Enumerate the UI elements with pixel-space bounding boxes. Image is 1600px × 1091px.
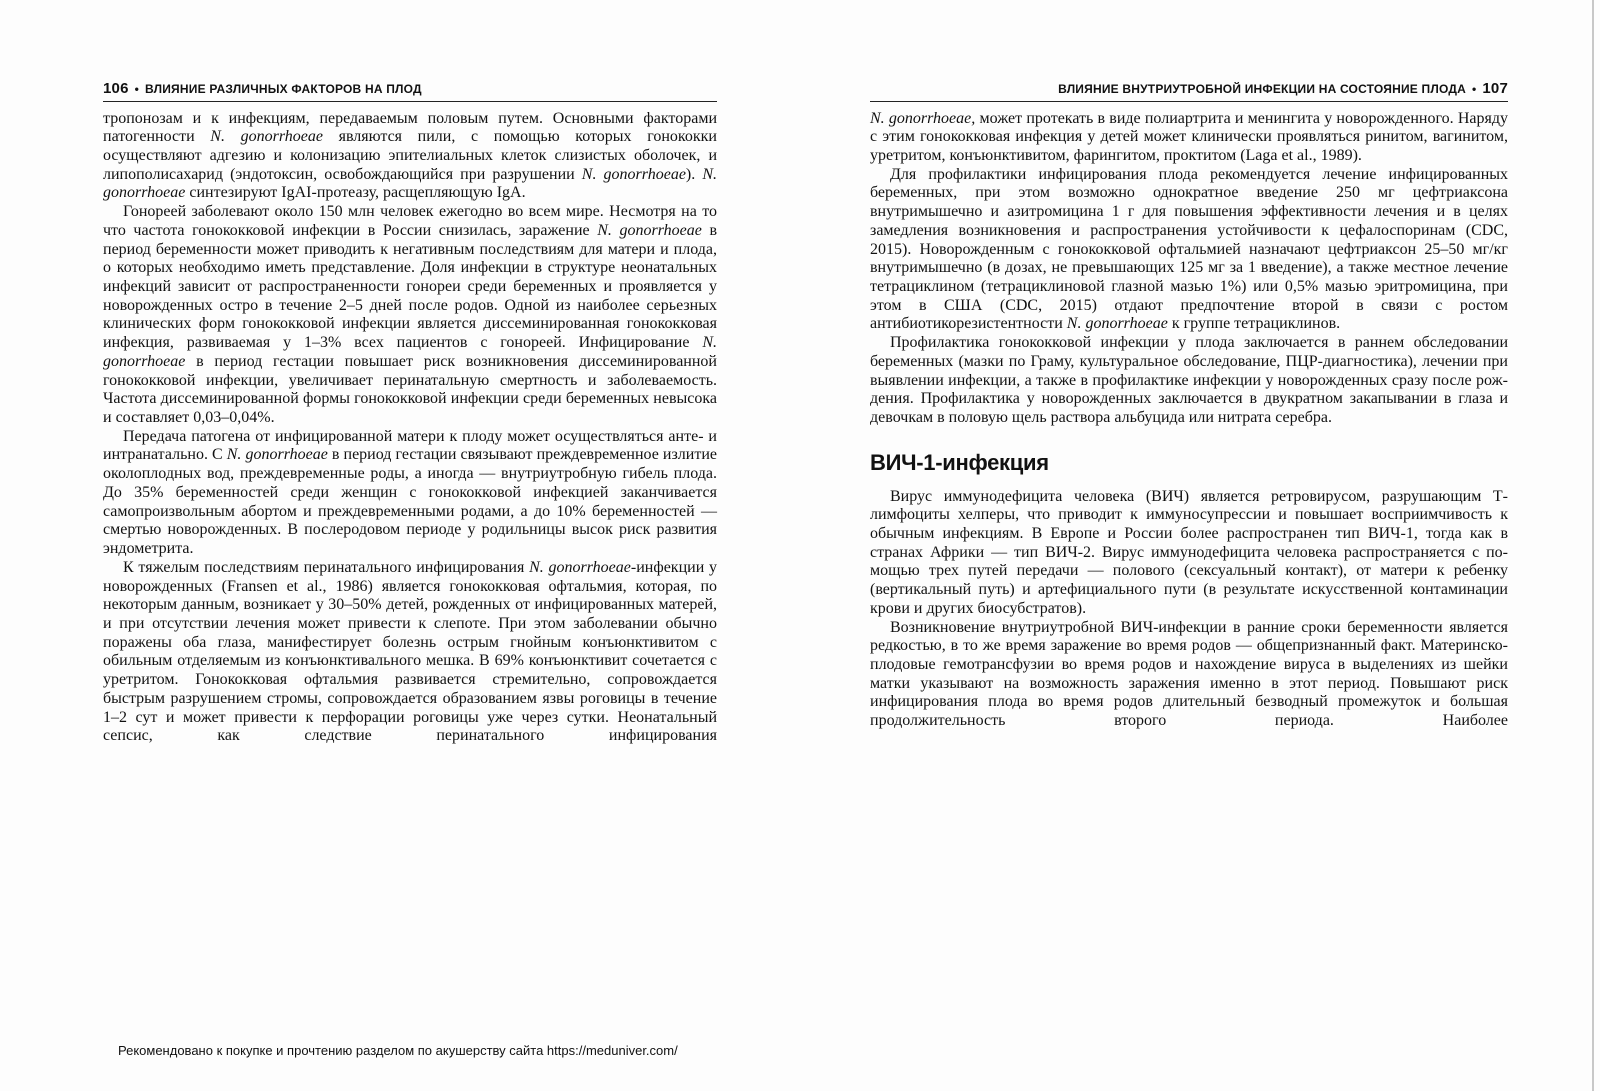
italic-text: N. gonorrhoeae bbox=[103, 334, 717, 370]
text-run: синтезируют IgAI-протеазу, расщепляющую IgA. bbox=[185, 184, 526, 202]
paragraph-right-2 bbox=[870, 166, 1508, 334]
text-run: Гонореей заболевают около 150 млн человек ежегодно во всем мире. Несмотря на то что частота гонококковой инфекции в России снизилась, заражение bbox=[103, 203, 717, 239]
running-head-right bbox=[870, 80, 1508, 102]
paragraph-left-1 bbox=[103, 110, 717, 204]
paragraph-left-3 bbox=[103, 428, 717, 559]
running-head-left bbox=[103, 80, 717, 102]
text-run: в период гестации повышает риск возникновения диссеминированной гонококковой инфекции, увеличивает перинатальную смертность и заболеваемость. Частота диссеминированной формы гонококковой инфекции среди беременных невысока и составляет 0,03–0,04%. bbox=[103, 352, 717, 427]
page-number: 106 bbox=[103, 80, 129, 97]
italic-text: N. gonorrhoeae bbox=[597, 221, 702, 239]
text-run: ). bbox=[685, 165, 703, 183]
section-heading: ВИЧ-1-инфекция bbox=[870, 449, 1049, 475]
bullet-separator: • bbox=[1471, 82, 1477, 96]
text-run: К тяжелым последствиям перинатального инфицирования bbox=[123, 558, 530, 576]
italic-text: N. gonorrhoeae bbox=[103, 165, 718, 202]
text-run: к группе тетрациклинов. bbox=[1167, 315, 1341, 333]
page-number: 107 bbox=[1482, 80, 1508, 97]
text-run: тропонозам и к инфекциям, передаваемым половым путем. Основными факторами патогенности bbox=[103, 109, 717, 146]
paragraph-right-5 bbox=[870, 619, 1508, 731]
text-run: Вирус иммунодефицита человека (ВИЧ) является ретровирусом, разрушающим Т-лимфоциты хелперы, что приводит к иммуносупрессии и повышает восприимчивость к обычным инфекциям. В Европе и России более распространен тип ВИЧ-1, тогда как в странах Африки — тип ВИЧ-2. Вирус иммунодефицита человека распространяется с помощью трех путей передачи — полового (сексуальный контакт), от матери к ребенку (вертикальный путь) и артефициального пути (в результате искусственной контаминации крови и других биосубстратов). bbox=[870, 487, 1508, 617]
italic-text: N. gonorrhoeae bbox=[1066, 315, 1168, 333]
text-run: -инфекции у новорожденных (Fransen et al., 1986) является гонококковая офтальмия, которая, по некоторым данным, возникает у 30–50% детей, рожденных от инфицированных матерей, и при отсутствии лечения может привести к слепоте. При этом заболевании обычно поражены оба глаза, манифестирует болезнь острым гнойным конъюнктивитом с обильным отделяемым из конъюнктивального мешка. В 69% конъюнктивит сочетается с уретритом. Гонококковая офтальмия развивается стремительно, сопровождается быстрым разрушением стромы, сопровождается образованием язвы роговицы в течение 1–2 сут и может привести к перфорации роговицы уже через сутки. Неонатальный сепсис, как следствие перинатального инфицирования bbox=[103, 558, 717, 745]
paragraph-right-3 bbox=[870, 334, 1508, 428]
running-head-title: ВЛИЯНИЕ РАЗЛИЧНЫХ ФАКТОРОВ НА ПЛОД bbox=[145, 82, 422, 96]
italic-text: N. gonorrhoeae bbox=[226, 446, 328, 464]
footer-note: Рекомендовано к покупке и прочтению разделом по акушерству сайта https://meduniver.com/ bbox=[118, 1043, 678, 1058]
italic-text: N. gonorrhoeae bbox=[581, 165, 686, 183]
left-page bbox=[103, 80, 717, 746]
text-run: в период гестации связывают преждевременное излитие околоплодных вод, преждевременные роды, а иногда — внутриутробную гибель плода. До 35% беременностей среди женщин с гонококковой инфекцией заканчивается самопроизвольным абортом и преждевременными родами, а до 10% беременностей — смертью новорожденных. В послеродовом периоде у родильницы высок риск развития эндометрита. bbox=[103, 446, 718, 558]
text-run: Для профилактики инфицирования плода рекомендуется лечение инфицированных беременных, при этом возможно однократное введение 250 мг цефтриаксона внутримышечно и азитромицина 1 г для повышения эффективности лечения и в целях замедления возникновения и распространения устойчивости к цефалоспоринам (CDC, 2015). Новорожденным с гонококковой офтальмией назначают цефтриаксон 25–50 мг/кг внутримышечно (в дозах, не превышающих 125 мг за 1 введение), а также местное лечение тетрациклином (тетрациклиновой глазной мазью 1%) или 0,5% мазью эритромицина, при этом в США (CDC, 2015) отдают предпочтение второй в связи с ростом антибиотикорезистентности bbox=[870, 165, 1508, 333]
text-run: в период беременности может приводить к негативным последствиям для матери и плода, о которых необходимо иметь представление. Доля инфекции в структуре неонатальных инфекций зависит от распространенности гонореи среди беременных и проявляется у новорожденных остро в течение 2–5 дней после родов. Одной из наиболее серьезных клинических форм гонококковой инфекции является диссеминированная гонококковая инфекция, развиваемая у 1–3% всех пациентов с гонореей. Инфицирование bbox=[103, 221, 718, 352]
italic-text: N. gonorrhoeae bbox=[210, 128, 323, 146]
bullet-separator: • bbox=[134, 82, 140, 96]
text-run: являются пили, с помощью которых гонококки осуществляют адгезию и колонизацию эпителиальных клеток слизистых оболочек, и липополисахарид (эндотоксин, освобождающийся при разрушении bbox=[103, 128, 717, 183]
italic-text: N. gonorrhoeae bbox=[529, 558, 631, 576]
text-run: Возникновение внутриутробной ВИЧ-инфекции в ранние сроки беременности является редкостью, в то же время заражение во время родов — общепризнанный факт. Материнско-плодовые гемотрансфузии во время родов и нахождение вируса в выделениях из шейки матки указывают на возможность заражения именно в этот период. Повышают риск инфицирования плода во время родов длительный безводный промежуток и большая продолжительность второго периода. Наиболее bbox=[870, 618, 1508, 730]
italic-text: N. gonorrhoeae, bbox=[870, 109, 976, 127]
paragraph-left-4 bbox=[103, 559, 717, 746]
paragraph-left-2 bbox=[103, 203, 717, 428]
page-edge-line bbox=[1592, 0, 1594, 1091]
paragraph-right-1 bbox=[870, 110, 1508, 166]
right-page bbox=[870, 80, 1508, 731]
text-run: Профилактика гонококковой инфекции у плода заключается в раннем обследовании беременных (мазки по Граму, культуральное обследование, ПЦР-диагностика), лечении при выявлении инфекции, а также в профилактике инфекции у новорожденных сразу после рождения. Профилактика у новорожденных заключается в двукратном закапывании в глаза и девочкам в половую щель раствора альбуцида или нитрата серебра. bbox=[870, 334, 1508, 427]
paragraph-right-4 bbox=[870, 488, 1508, 619]
running-head-title: ВЛИЯНИЕ ВНУТРИУТРОБНОЙ ИНФЕКЦИИ НА СОСТОЯНИЕ ПЛОДА bbox=[1058, 82, 1466, 96]
text-run: может протекать в виде полиартрита и менингита у новорожденного. Наряду с этим гонококковая инфекция у детей может клинически проявляться ринитом, вагинитом, уретритом, конъюнктивитом, фарингитом, проктитом (Laga et al., 1989). bbox=[870, 109, 1508, 164]
text-run: Передача патогена от инфицированной матери к плоду может осуществляться анте- и интранатально. С bbox=[103, 427, 717, 464]
